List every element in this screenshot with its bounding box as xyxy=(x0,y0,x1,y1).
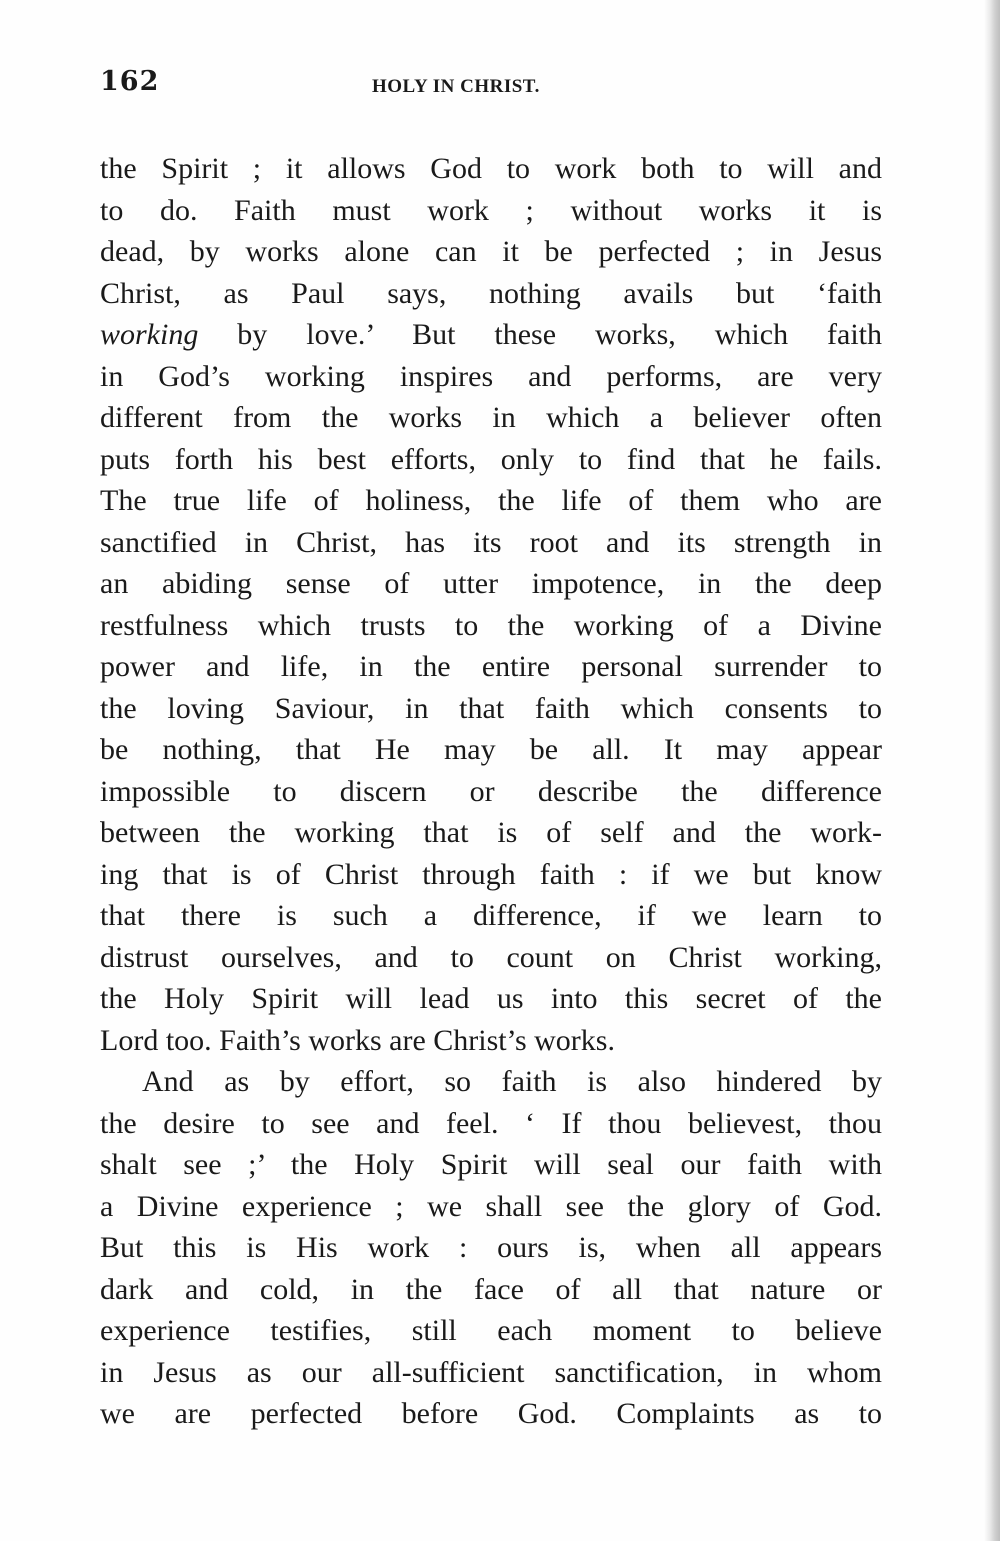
text-line: be nothing, that He may be all. It may appear xyxy=(100,733,882,766)
text-line: Christ, as Paul says, nothing avails but ‘faith xyxy=(100,276,882,310)
text-line: shalt see ;’ the Holy Spirit will seal our faith with xyxy=(100,1148,882,1181)
text-line: But this is His work : ours is, when all appears xyxy=(100,1231,882,1264)
body-text xyxy=(100,148,882,1435)
text-line: in God’s working inspires and performs, are very xyxy=(100,359,882,393)
text-line xyxy=(100,314,882,356)
text-line: impossible to discern or describe the difference xyxy=(100,774,882,808)
text-line: in Jesus as our all-sufficient sanctification, in whom xyxy=(100,1355,882,1389)
text-line: that there is such a difference, if we learn to xyxy=(100,899,882,932)
text-line: puts forth his best efforts, only to find that he fails. xyxy=(100,442,882,476)
text-line: between the working that is of self and the work- xyxy=(100,816,882,849)
text-line: dark and cold, in the face of all that nature or xyxy=(100,1272,882,1306)
emphasis-text: working xyxy=(100,318,199,351)
text-line: sanctified in Christ, has its root and its strength in xyxy=(100,525,882,559)
page-header xyxy=(100,66,882,106)
text-line: power and life, in the entire personal surrender to xyxy=(100,650,882,683)
text-line: restfulness which trusts to the working of a Divine xyxy=(100,608,882,642)
text-line: the Spirit ; it allows God to work both to will and xyxy=(100,152,882,185)
running-title: HOLY IN CHRIST. xyxy=(372,76,540,97)
text-line: distrust ourselves, and to count on Christ working, xyxy=(100,940,882,974)
paragraph-start-line: And as by effort, so faith is also hindered by xyxy=(142,1065,882,1098)
text-line: the loving Saviour, in that faith which consents to xyxy=(100,691,882,725)
text-line: experience testifies, still each moment to believe xyxy=(100,1314,882,1347)
page-number: 162 xyxy=(100,66,160,97)
text-line: Lord too. Faith’s works are Christ’s works. xyxy=(100,1023,615,1057)
text-line: an abiding sense of utter impotence, in the deep xyxy=(100,567,882,600)
text-line: The true life of holiness, the life of them who are xyxy=(100,484,882,517)
text-line: a Divine experience ; we shall see the glory of God. xyxy=(100,1189,882,1223)
text-line: dead, by works alone can it be perfected ; in Jesus xyxy=(100,235,882,268)
text-line: to do. Faith must work ; without works it is xyxy=(100,193,882,227)
page-edge-shadow xyxy=(984,0,1000,1541)
text-line: the desire to see and feel. ‘ If thou believest, thou xyxy=(100,1106,882,1140)
text-line: we are perfected before God. Complaints as to xyxy=(100,1397,882,1430)
text-line: different from the works in which a believer often xyxy=(100,401,882,434)
text-line-rest: by love.’ But these works, which faith xyxy=(198,318,882,351)
text-line: ing that is of Christ through faith : if we but know xyxy=(100,857,882,891)
text-line: the Holy Spirit will lead us into this secret of the xyxy=(100,982,882,1015)
